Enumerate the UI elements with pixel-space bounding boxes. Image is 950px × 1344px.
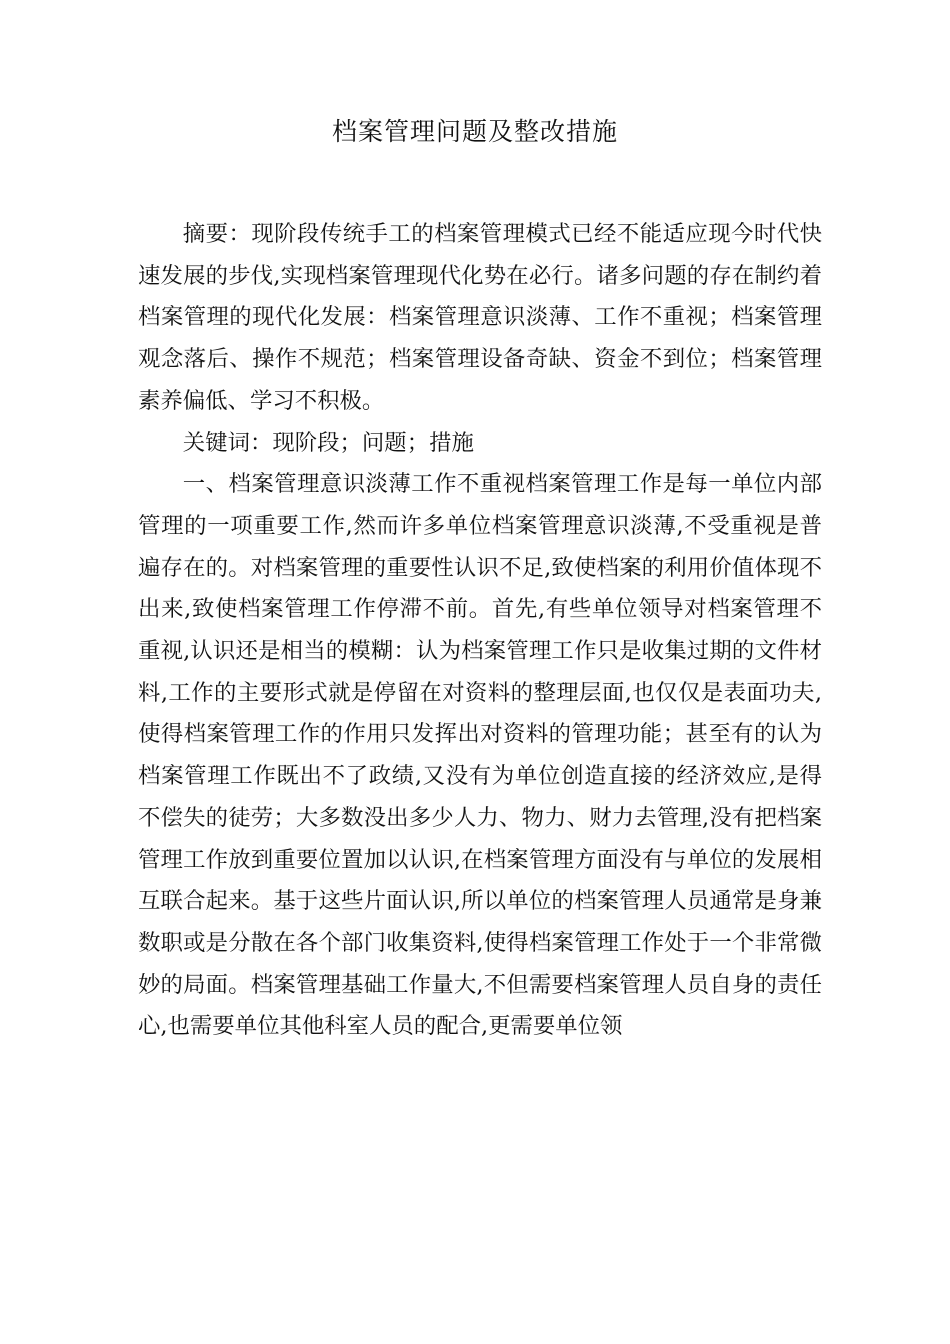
keywords-paragraph: 关键词：现阶段；问题；措施 [182, 429, 474, 456]
abstract-paragraph: 摘要：现阶段传统手工的档案管理模式已经不能适应现今时代快速发展的步伐,实现档案管理现代化势在必行。诸多问题的存在制约着档案管理的现代化发展：档案管理意识淡薄、工作不重视；档案管理观念落后、操作不规范；档案管理设备奇缺、资金不到位；档案管理素养偏低、学习不积极。 [138, 221, 822, 414]
document-body [138, 214, 822, 1048]
document-title: 档案管理问题及整改措施 [331, 117, 618, 146]
section-one-paragraph: 一、档案管理意识淡薄工作不重视档案管理工作是每一单位内部管理的一项重要工作,然而许多单位档案管理意识淡薄,不受重视是普遍存在的。对档案管理的重要性认识不足,致使档案的利用价值体现不出来,致使档案管理工作停滞不前。首先,有些单位领导对档案管理不重视,认识还是相当的模糊：认为档案管理工作只是收集过期的文件材料,工作的主要形式就是停留在对资料的整理层面,也仅仅是表面功夫,使得档案管理工作的作用只发挥出对资料的管理功能；甚至有的认为档案管理工作既出不了政绩,又没有为单位创造直接的经济效应,是得不偿失的徒劳；大多数没出多少人力、物力、财力去管理,没有把档案管理工作放到重要位置加以认识,在档案管理方面没有与单位的发展相互联合起来。基于这些片面认识,所以单位的档案管理人员通常是身兼数职或是分散在各个部门收集资料,使得档案管理工作处于一个非常微妙的局面。档案管理基础工作量大,不但需要档案管理人员自身的责任心,也需要单位其他科室人员的配合,更需要单位领 [138, 471, 822, 1040]
